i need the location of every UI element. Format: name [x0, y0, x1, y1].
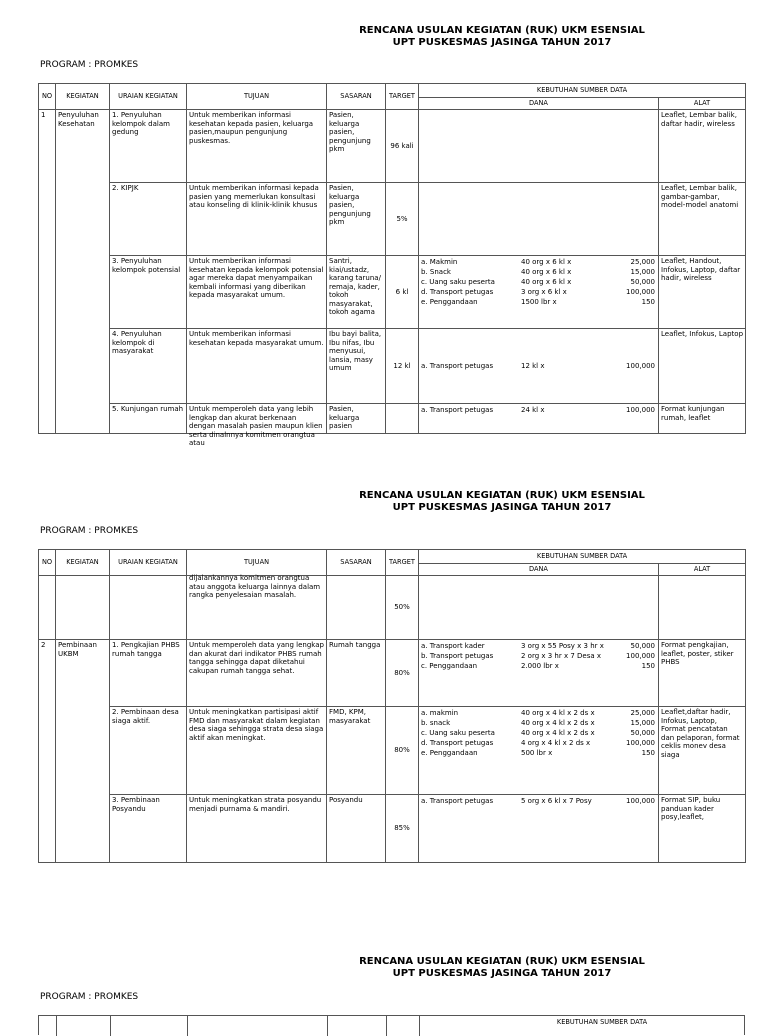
table-row [39, 329, 746, 404]
dana-line-item [421, 257, 656, 267]
dana-item-quantity: 3 org x 6 kl x [521, 288, 567, 296]
dana-line-item [421, 748, 656, 758]
alat-cell: Leaflet,daftar hadir, Infokus, Laptop, Format pencatatan dan pelaporan, format ceklis monev desa siaga [659, 707, 746, 795]
dana-cell [419, 110, 659, 183]
dana-item-price: 50,000 [630, 278, 655, 286]
dana-item-quantity: 24 kl x [521, 406, 545, 414]
dana-item-name: a. Transport petugas [421, 797, 494, 805]
dana-item-name: a. Transport kader [421, 642, 485, 650]
row-kegiatan [56, 576, 110, 640]
header-kebutuhan: KEBUTUHAN SUMBER DATA [556, 1018, 648, 1026]
uraian-cell: 2. Pembinaan desa siaga aktif. [110, 707, 187, 795]
dana-item-quantity: 40 org x 6 kl x [521, 268, 572, 276]
sasaran-cell [327, 576, 386, 640]
target-cell: 96 kali [386, 110, 419, 183]
dana-cell [419, 707, 659, 795]
dana-line-item [421, 641, 656, 651]
dana-line-item [421, 267, 656, 277]
dana-item-price: 50,000 [630, 729, 655, 737]
dana-item-name: d. Transport petugas [421, 288, 494, 296]
tujuan-cell [187, 404, 327, 447]
header-dana: DANA [419, 98, 659, 110]
dana-item-price: 100,000 [626, 406, 655, 414]
title-line-2: UPT PUSKESMAS JASINGA TAHUN 2017 [392, 968, 612, 979]
target-cell: 80% [386, 707, 419, 795]
uraian-cell: 1. Penyuluhan kelompok dalam gedung [110, 110, 187, 183]
dana-item-price: 25,000 [630, 709, 655, 717]
uraian-cell: 4. Penyuluhan kelompok di masyarakat [110, 329, 187, 404]
document-title [240, 956, 764, 980]
tujuan-cell: Untuk meningkatkan strata posyandu menjadi purnama & mandiri. [187, 795, 327, 863]
tujuan-cell: Untuk memperoleh data yang lengkap dan akurat dari indikator PHBS rumah tangga sehingga dapat diketahui cakupan rumah tangga sehat. [187, 640, 327, 707]
sasaran-cell: Ibu bayi balita, Ibu nifas, Ibu menyusui, lansia, masy umum [327, 329, 386, 404]
dana-item-quantity: 1500 lbr x [521, 298, 557, 306]
row-kegiatan: Pembinaan UKBM [56, 640, 110, 863]
table-top-edge-page-3 [38, 1015, 745, 1035]
dana-item-name: a. makmin [421, 709, 459, 717]
header-kegiatan: KEGIATAN [56, 84, 110, 110]
dana-item-price: 100,000 [626, 797, 655, 805]
dana-item-name: a. Transport petugas [421, 362, 494, 370]
dana-item-name: b. Snack [421, 268, 451, 276]
tujuan-cell [187, 576, 327, 640]
uraian-cell: 3. Penyuluhan kelompok potensial [110, 256, 187, 329]
tujuan-cell: Untuk memberikan informasi kepada pasien yang memerlukan konsultasi atau konseling di klinik-klinik khusus [187, 183, 327, 256]
sasaran-cell: Pasien, keluarga pasien, pengunjung pkm [327, 110, 386, 183]
dana-item-name: d. Transport petugas [421, 739, 494, 747]
ruk-table-page-2 [38, 549, 746, 863]
header-no: NO [39, 550, 56, 576]
document-title [240, 490, 764, 514]
uraian-cell: 3. Pembinaan Posyandu [110, 795, 187, 863]
col-divider [386, 1016, 387, 1036]
ruk-table-page-1 [38, 83, 746, 447]
dana-cell [419, 329, 659, 404]
alat-cell: Format kunjungan rumah, leaflet [659, 404, 746, 434]
dana-item-name: a. Transport petugas [421, 406, 494, 414]
dana-item-price: 25,000 [630, 258, 655, 266]
dana-item-quantity: 40 org x 6 kl x [521, 258, 572, 266]
sasaran-cell: Santri, kiai/ustadz, karang taruna/ remaja, kader, tokoh masyarakat, tokoh agama [327, 256, 386, 329]
title-line-1: RENCANA USULAN KEGIATAN (RUK) UKM ESENSIAL [359, 25, 645, 36]
title-line-2: UPT PUSKESMAS JASINGA TAHUN 2017 [392, 502, 612, 513]
dana-line-item [421, 651, 656, 661]
header-alat: ALAT [659, 564, 746, 576]
header-uraian: URAIAN KEGIATAN [110, 550, 187, 576]
program-label: PROGRAM : PROMKES [40, 60, 139, 70]
table-row [39, 110, 746, 183]
dana-item-quantity: 40 org x 4 kl x 2 ds x [521, 729, 595, 737]
dana-item-name: b. Transport petugas [421, 652, 494, 660]
dana-item-name: a. Makmin [421, 258, 458, 266]
table-row-continued [39, 576, 746, 640]
table-row [39, 640, 746, 707]
dana-item-name: b. snack [421, 719, 451, 727]
dana-item-quantity: 2.000 lbr x [521, 662, 559, 670]
target-cell: 5% [386, 183, 419, 256]
target-cell: 85% [386, 795, 419, 863]
sasaran-cell: FMD, KPM, masyarakat [327, 707, 386, 795]
dana-item-quantity: 40 org x 4 kl x 2 ds x [521, 709, 595, 717]
sasaran-cell: Posyandu [327, 795, 386, 863]
dana-item-price: 150 [641, 749, 655, 757]
tujuan-text: dijalankannya komitmen orangtua atau anggota keluarga lainnya dalam rangka penyelesaian masalah. [189, 574, 321, 599]
header-kegiatan: KEGIATAN [56, 550, 110, 576]
document-title [240, 25, 764, 49]
dana-cell [419, 256, 659, 329]
dana-item-quantity: 12 kl x [521, 362, 545, 370]
dana-line-item [421, 287, 656, 297]
header-sasaran: SASARAN [327, 550, 386, 576]
col-divider [110, 1016, 111, 1036]
alat-cell: Leaflet, Handout, Infokus, Laptop, daftar hadir, wireless [659, 256, 746, 329]
tujuan-cell: Untuk memberikan informasi kesehatan kepada pasien, keluarga pasien,maupun pengunjung puskesmas. [187, 110, 327, 183]
row-kegiatan: Penyuluhan Kesehatan [56, 110, 110, 434]
table-row [39, 256, 746, 329]
alat-cell: Leaflet, Lembar balik, gambar-gambar, model-model anatomi [659, 183, 746, 256]
alat-cell: Format SIP, buku panduan kader posy,leaflet, [659, 795, 746, 863]
target-cell: 80% [386, 640, 419, 707]
uraian-cell: 2. KIPJK [110, 183, 187, 256]
table-row [39, 404, 746, 434]
uraian-cell: 5. Kunjungan rumah [110, 404, 187, 434]
dana-line-item [421, 361, 656, 371]
dana-item-name: e. Penggandaan [421, 749, 478, 757]
title-line-2: UPT PUSKESMAS JASINGA TAHUN 2017 [392, 37, 612, 48]
dana-cell [419, 576, 659, 640]
dana-item-price: 100,000 [626, 362, 655, 370]
header-uraian: URAIAN KEGIATAN [110, 84, 187, 110]
dana-item-price: 100,000 [626, 288, 655, 296]
header-sasaran: SASARAN [327, 84, 386, 110]
dana-line-item [421, 728, 656, 738]
row-no: 1 [39, 110, 56, 434]
sasaran-cell: Pasien, keluarga pasien [327, 404, 386, 434]
header-target: TARGET [386, 550, 419, 576]
dana-cell [419, 404, 659, 434]
header-tujuan: TUJUAN [187, 84, 327, 110]
dana-item-quantity: 4 org x 4 kl x 2 ds x [521, 739, 591, 747]
row-no: 2 [39, 640, 56, 863]
row-no [39, 576, 56, 640]
title-line-1: RENCANA USULAN KEGIATAN (RUK) UKM ESENSIAL [359, 956, 645, 967]
dana-item-price: 100,000 [626, 739, 655, 747]
dana-cell [419, 640, 659, 707]
dana-cell [419, 183, 659, 256]
target-cell: 6 kl [386, 256, 419, 329]
target-cell: 50% [386, 576, 419, 640]
table-row [39, 707, 746, 795]
dana-line-item [421, 297, 656, 307]
dana-item-price: 150 [641, 662, 655, 670]
dana-item-price: 50,000 [630, 642, 655, 650]
dana-item-quantity: 40 org x 6 kl x [521, 278, 572, 286]
table-row [39, 795, 746, 863]
tujuan-cell: Untuk meningkatkan partisipasi aktif FMD dan masyarakat dalam kegiatan desa siaga sehingga strata desa siaga aktif akan meningkat. [187, 707, 327, 795]
header-kebutuhan: KEBUTUHAN SUMBER DATA [419, 84, 746, 98]
header-no: NO [39, 84, 56, 110]
dana-item-quantity: 500 lbr x [521, 749, 553, 757]
dana-item-price: 15,000 [630, 719, 655, 727]
header-dana: DANA [419, 564, 659, 576]
header-tujuan: TUJUAN [187, 550, 327, 576]
table-row [39, 183, 746, 256]
tujuan-cell: Untuk memberikan informasi kesehatan kepada kelompok potensial agar mereka dapat menyampaikan kembali informasi yang diberikan kepada masyarakat umum. [187, 256, 327, 329]
dana-item-name: c. Uang saku peserta [421, 729, 495, 737]
sasaran-cell: Rumah tangga [327, 640, 386, 707]
col-divider [327, 1016, 328, 1036]
dana-item-name: c. Penggandaan [421, 662, 478, 670]
dana-item-name: c. Uang saku peserta [421, 278, 495, 286]
program-label: PROGRAM : PROMKES [40, 526, 139, 536]
target-cell [386, 404, 419, 434]
col-divider [187, 1016, 188, 1036]
dana-line-item [421, 405, 656, 415]
col-divider [419, 1016, 420, 1036]
alat-cell: Leaflet, Infokus, Laptop [659, 329, 746, 404]
dana-line-item [421, 738, 656, 748]
dana-item-quantity: 2 org x 3 hr x 7 Desa x [521, 652, 602, 660]
sasaran-cell: Pasien, keluarga pasien, pengunjung pkm [327, 183, 386, 256]
dana-item-name: e. Penggandaan [421, 298, 478, 306]
dana-item-price: 100,000 [626, 652, 655, 660]
tujuan-cell: Untuk memberikan informasi kesehatan kepada masyarakat umum. [187, 329, 327, 404]
program-label: PROGRAM : PROMKES [40, 992, 139, 1002]
header-kebutuhan: KEBUTUHAN SUMBER DATA [419, 550, 746, 564]
dana-item-quantity: 3 org x 55 Posy x 3 hr x [521, 642, 604, 650]
dana-item-quantity: 5 org x 6 kl x 7 Posy [521, 797, 592, 805]
uraian-cell [110, 576, 187, 640]
tujuan-text: Untuk memperoleh data yang lebih lengkap dan akurat berkenaan dengan masalah pasien maupun klien serta dinalnnya komitmen orangtua atau [189, 405, 323, 447]
title-line-1: RENCANA USULAN KEGIATAN (RUK) UKM ESENSIAL [359, 490, 645, 501]
dana-item-price: 15,000 [630, 268, 655, 276]
col-divider [56, 1016, 57, 1036]
dana-line-item [421, 661, 656, 671]
header-alat: ALAT [659, 98, 746, 110]
dana-line-item [421, 277, 656, 287]
alat-cell [659, 576, 746, 640]
uraian-cell: 1. Pengkajian PHBS rumah tangga [110, 640, 187, 707]
dana-item-quantity: 40 org x 4 kl x 2 ds x [521, 719, 595, 727]
alat-cell: Leaflet, Lembar balik, daftar hadir, wireless [659, 110, 746, 183]
dana-line-item [421, 796, 656, 806]
header-target: TARGET [386, 84, 419, 110]
alat-cell: Format pengkajian, leaflet, poster, stiker PHBS [659, 640, 746, 707]
dana-line-item [421, 708, 656, 718]
target-cell: 12 kl [386, 329, 419, 404]
dana-cell [419, 795, 659, 863]
dana-item-price: 150 [641, 298, 655, 306]
dana-line-item [421, 718, 656, 728]
